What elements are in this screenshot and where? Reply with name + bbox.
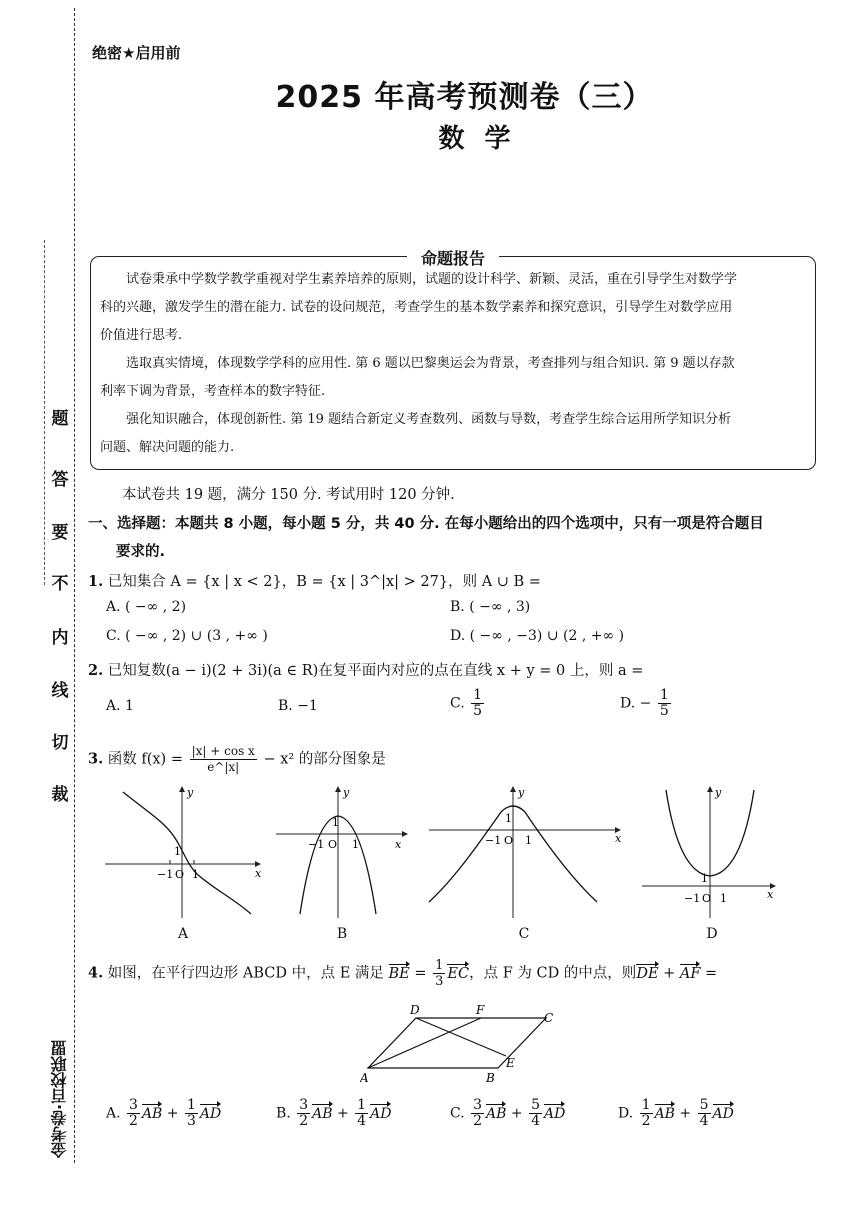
svg-text:y: y [518,786,525,799]
report-heading: 命题报告 [90,246,816,269]
svg-text:x: x [255,867,262,880]
question-2: 2. 已知复数(a − i)(2 + 3i)(a ∈ R)在复平面内对应的点在直线 x + y = 0 上，则 a = [88,662,644,679]
report-text: 强化知识融合，体现创新性. 第 19 题结合新定义考查数列、函数与导数，考查学生综合运用所学知识分析 [126,412,732,427]
q3-graph-c-label: C [518,926,530,942]
section-heading-cont: 要求的. [116,544,166,560]
svg-text:O: O [702,892,712,905]
svg-text:O: O [328,838,338,851]
report-text: 试卷秉承中学数学教学重视对学生素养培养的原则，试题的设计科学、新颖、灵活，重在引导学生对数学学 [126,272,738,287]
margin-char: 题 [51,409,69,429]
q3-graph-d-label: D [706,926,718,942]
edge-dashed-line [44,240,45,585]
report-text: 选取真实情境，体现数学学科的应用性. 第 6 题以巴黎奥运会为背景，考查排列与组合知识. 第 9 题以存款 [126,356,735,371]
svg-text:O: O [504,834,514,847]
q3-graph-a[interactable] [105,782,265,920]
fraction: $\frac{1}{3}$ [186,1097,196,1129]
margin-char: 不 [51,574,69,594]
svg-text:1: 1 [352,838,359,851]
svg-text:D: D [410,1003,420,1017]
q3-graph-b[interactable] [272,782,412,920]
fraction: $\frac{3}{2}$ [299,1097,309,1129]
report-text: 问题、解决问题的能力. [100,440,235,455]
fraction: $\frac{5}{4}$ [531,1097,541,1129]
confidential-label: 绝密★启用前 [92,44,181,62]
q1-option-c[interactable]: C. ( −∞ , 2) ∪ (3 , +∞ ) [106,628,268,644]
report-text: 价值进行思考. [100,328,183,343]
svg-text:y: y [187,786,194,799]
margin-char: 要 [51,523,69,543]
margin-char: 裁 [51,785,69,805]
question-3: 3. 函数 f(x) = $\frac{\text{|x| + cos x}}{e\^{}|x|}$ − x² 的部分图象是 [88,744,386,774]
report-text: 利率下调为背景，考查样本的数字特征. [100,384,326,399]
margin-char: 切 [51,733,69,753]
svg-text:1: 1 [332,816,339,829]
question-4: 4. 如图，在平行四边形 ABCD 中，点 E 满足 BE = $\frac{1}{3}$ EC，点 F 为 CD 的中点，则DE + AF = [88,958,718,989]
q3-graph-a-label: A [177,926,189,942]
svg-text:E: E [506,1056,515,1070]
svg-text:y: y [715,786,722,799]
svg-text:1: 1 [505,812,512,825]
fraction: $\frac{5}{4}$ [699,1097,709,1129]
section-heading: 一、选择题：本题共 8 小题，每小题 5 分，共 40 分. 在每小题给出的四个选项中，只有一项是符合题目 [88,516,764,532]
margin-char: 线 [51,681,69,701]
svg-text:C: C [544,1011,554,1025]
svg-text:x: x [395,838,402,851]
svg-text:−1: −1 [485,834,502,847]
brand-vertical-text: 金考卷·百校联盟 [50,1039,69,1158]
q2-option-d[interactable]: D. − $\frac{1}{5}$ [620,687,669,719]
q1-option-b[interactable]: B. ( −∞ , 3) [450,599,531,615]
svg-text:1: 1 [525,834,532,847]
svg-text:x: x [615,832,622,845]
fraction: $\frac{\text{|x| + cos x}}{e\^{}|x|}$ [191,744,255,774]
svg-text:−1: −1 [684,892,701,905]
svg-text:1: 1 [701,872,708,885]
svg-text:O: O [175,868,185,881]
svg-text:A: A [360,1071,369,1085]
cut-dashed-line [74,8,75,1163]
question-1: 1. 已知集合 A = {x | x < 2}，B = {x | 3^|x| > 27}，则 A ∪ B = [88,573,541,590]
fraction: $\frac{3}{2}$ [129,1097,138,1129]
q2-option-a[interactable]: A. 1 [106,698,134,714]
exam-title: 2025 年高考预测卷（三） [275,80,654,115]
q4-parallelogram-figure [360,1002,565,1086]
margin-char: 内 [51,628,69,648]
fraction: $\frac{1}{2}$ [641,1097,651,1129]
fraction: $\frac{1}{4}$ [357,1097,367,1129]
svg-text:1: 1 [192,868,199,881]
exam-intro: 本试卷共 19 题，满分 150 分. 考试用时 120 分钟. [122,487,455,503]
q1-option-a[interactable]: A. ( −∞ , 2) [106,599,187,615]
svg-text:x: x [767,888,774,901]
question-1-stem: 已知集合 A = {x | x < 2}，B = {x | 3^|x| > 27}，则 A ∪ B = [107,574,541,590]
svg-text:−1: −1 [308,838,325,851]
svg-text:1: 1 [174,845,181,858]
svg-text:F: F [476,1003,485,1017]
margin-char: 答 [51,470,69,490]
fraction: $\frac{1}{5}$ [473,687,483,719]
subject-title: 数学 [438,124,531,154]
report-text: 科的兴趣，激发学生的潜在能力. 试卷的设问规范，考查学生的基本数学素养和探究意识，引导学生对数学应用 [100,300,733,315]
svg-text:1: 1 [720,892,727,905]
q3-graph-d[interactable] [640,782,780,920]
q4-option-d[interactable]: D. $\frac{1}{2}$ AB + $\frac{5}{4}$ AD [618,1097,734,1129]
q4-option-a[interactable]: A. $\frac{3}{2}$ AB + $\frac{1}{3}$ AD [106,1097,222,1129]
svg-text:−1: −1 [157,868,174,881]
q2-option-b[interactable]: B. −1 [278,698,318,714]
svg-text:B: B [486,1071,495,1085]
svg-text:y: y [343,786,350,799]
q4-option-c[interactable]: C. $\frac{3}{2}$ AB + $\frac{5}{4}$ AD [450,1097,566,1129]
q3-graph-b-label: B [336,926,348,942]
question-2-stem: 已知复数(a − i)(2 + 3i)(a ∈ R)在复平面内对应的点在直线 x + y = 0 上，则 a = [107,663,644,679]
q1-option-d[interactable]: D. ( −∞ , −3) ∪ (2 , +∞ ) [450,628,625,644]
q4-option-b[interactable]: B. $\frac{3}{2}$ AB + $\frac{1}{4}$ AD [276,1097,392,1129]
q2-option-c[interactable]: C. $\frac{1}{5}$ [450,687,483,719]
fraction: $\frac{1}{5}$ [659,687,669,719]
q3-graph-c[interactable] [425,782,625,920]
fraction: $\frac{1}{3}$ [435,958,444,989]
fraction: $\frac{3}{2}$ [473,1097,483,1129]
